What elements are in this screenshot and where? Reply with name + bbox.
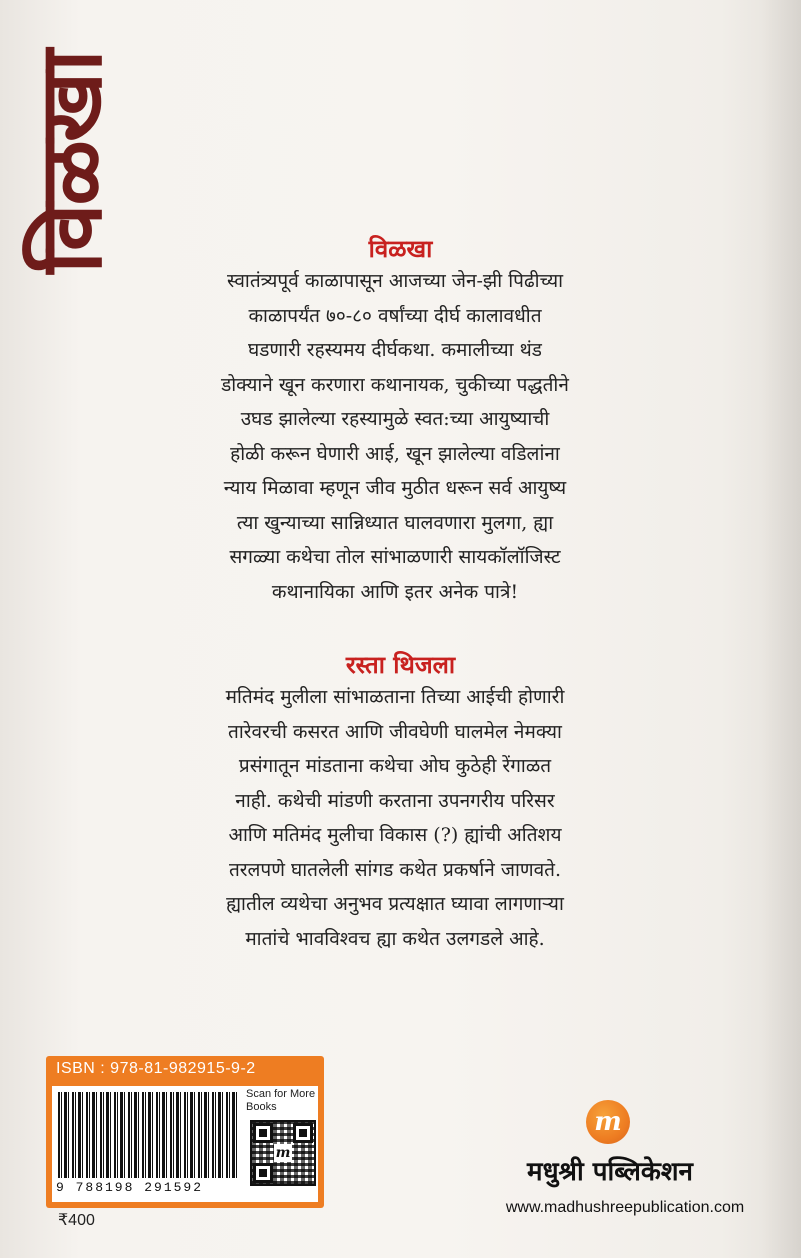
blurb-line: तरलपणे घातलेली सांगड कथेत प्रकर्षाने जाणवते.: [228, 858, 562, 881]
qr-finder-icon: [293, 1123, 313, 1143]
blurb-line: उघड झालेल्या रहस्यामुळे स्वत:च्या आयुष्याची: [240, 408, 550, 430]
cover-edge-shadow: [761, 0, 801, 1258]
blurb-line: होळी करून घेणारी आई, खून झालेल्या वडिलांना: [230, 442, 560, 465]
blurb-line: ह्यातील व्यथेचा अनुभव प्रत्यक्षात घ्यावा लागणाऱ्या: [226, 893, 564, 915]
blurb-line: मतिमंद मुलीला सांभाळताना तिच्या आईची होणारी: [225, 686, 565, 708]
blurb-line: आणि मतिमंद मुलीचा विकास (?) ह्यांची अतिशय: [228, 824, 562, 846]
qr-finder-icon: [253, 1163, 273, 1183]
blurb-line: स्वातंत्र्यपूर्व काळापासून आजच्या जेन-झी पिढीच्या: [226, 270, 564, 292]
publisher-name: मधुश्री पब्लिकेशन: [527, 1157, 693, 1187]
blurb-rasta-thijala: [160, 680, 630, 956]
blurb-line: काळापर्यंत ७०-८० वर्षांच्या दीर्घ कालावधीत: [248, 304, 542, 327]
blurb-line: नाही. कथेची मांडणी करताना उपनगरीय परिसर: [235, 789, 555, 812]
blurb-line: कथानायिका आणि इतर अनेक पात्रे!: [271, 580, 519, 603]
barcode-digits: 9 788198 291592: [56, 1180, 204, 1195]
price-label: ₹400: [58, 1212, 95, 1229]
qr-finder-icon: [253, 1123, 273, 1143]
blurb-line: मातांचे भावविश्वच ह्या कथेत उलगडले आहे.: [245, 927, 545, 950]
blurb-line: तारेवरची कसरत आणि जीवघेणी घालमेल नेमक्या: [228, 720, 562, 743]
publisher-website-link[interactable]: www.madhushreepublication.com: [505, 1199, 745, 1216]
blurb-line: सगळ्या कथेचा तोल सांभाळणारी सायकॉलॉजिस्ट: [229, 546, 561, 568]
blurb-line: न्याय मिळावा म्हणून जीव मुठीत धरून सर्व आयुष्य: [223, 477, 567, 499]
blurb-line: घडणारी रहस्यमय दीर्घकथा. कमालीच्या थंड: [248, 339, 542, 361]
section-heading-rasta-thijala: रस्ता थिजला: [345, 651, 456, 679]
isbn-label: ISBN : 978-81-982915-9-2: [56, 1060, 256, 1077]
publisher-logo-icon: m: [586, 1100, 630, 1144]
blurb-line: प्रसंगातून मांडताना कथेचा ओघ कुठेही रेंगाळत: [238, 755, 552, 777]
blurb-vilakha: [160, 264, 630, 609]
blurb-line: डोक्याने खून करणारा कथानायक, चुकीच्या पद्धतीने: [221, 373, 569, 396]
qr-logo-letter: m: [275, 1145, 291, 1161]
blurb-line: त्या खुन्याच्या सान्निध्यात घालवणारा मुलगा, ह्या: [236, 511, 554, 534]
spine-title-text: विळखा: [21, 50, 122, 274]
section-heading-vilakha: विळखा: [368, 235, 433, 263]
qr-caption: Scan for More Books: [246, 1088, 316, 1113]
barcode-image: [58, 1092, 238, 1178]
isbn-block: [46, 1056, 324, 1208]
barcode-panel: [52, 1086, 318, 1202]
qr-code-icon[interactable]: [250, 1120, 316, 1186]
